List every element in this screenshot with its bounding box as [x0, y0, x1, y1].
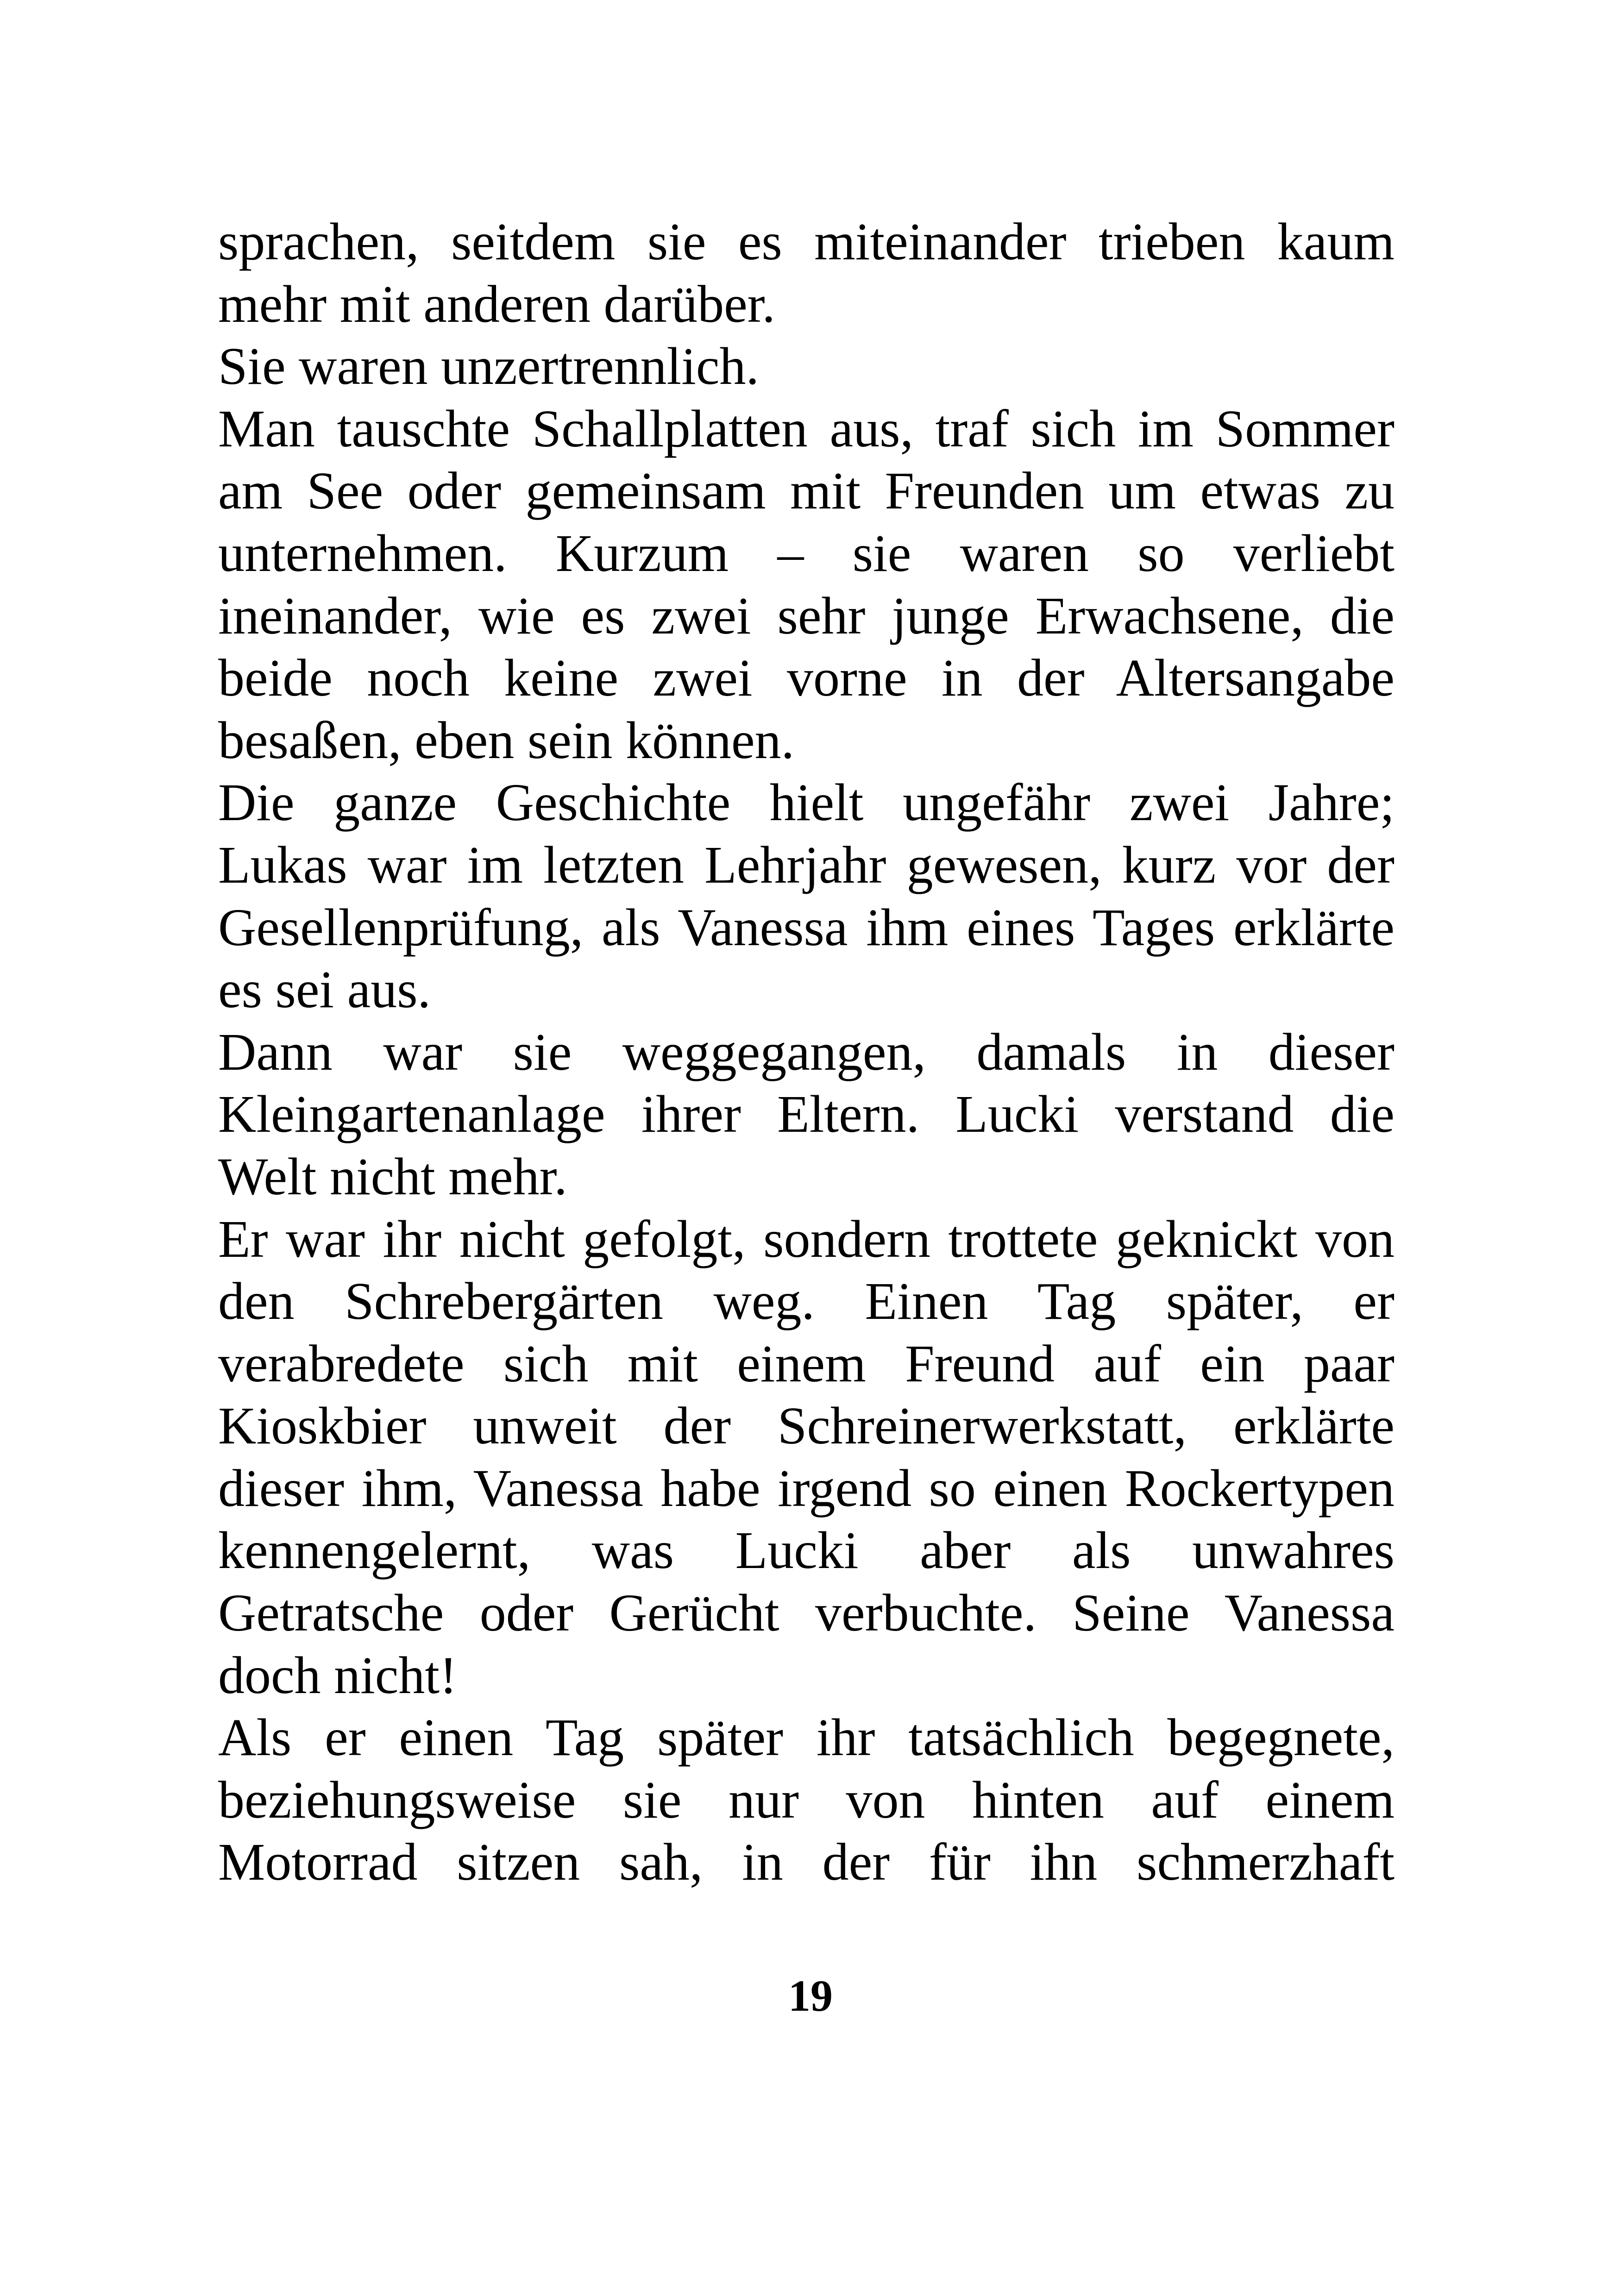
text-line: Motorrad sitzen sah, in der für ihn schmerzhaft [218, 1832, 1395, 1892]
text-line: Kioskbier unweit der Schreinerwerkstatt, erklärte [218, 1396, 1395, 1455]
text-line: Gesellenprüfung, als Vanessa ihm eines Tages erklärte [218, 897, 1395, 957]
text-line: Die ganze Geschichte hielt ungefähr zwei Jahre; [218, 773, 1395, 832]
paragraph [218, 1021, 1395, 1208]
paragraph [218, 1706, 1395, 1894]
text-line: Kleingartenanlage ihrer Eltern. Lucki verstand die [218, 1085, 1395, 1144]
paragraph [218, 335, 1395, 398]
body-text [218, 211, 1395, 1894]
text-line: kennengelernt, was Lucki aber als unwahres [218, 1521, 1395, 1580]
text-line: am See oder gemeinsam mit Freunden um etwas zu [218, 461, 1395, 521]
text-line: Getratsche oder Gerücht verbuchte. Seine Vanessa [218, 1583, 1395, 1643]
paragraph [218, 772, 1395, 1021]
text-line: beziehungsweise sie nur von hinten auf einem [218, 1770, 1395, 1829]
text-line: ineinander, wie es zwei sehr junge Erwachsene, die [218, 586, 1395, 645]
text-line: Als er einen Tag später ihr tatsächlich begegnete, [218, 1708, 1395, 1767]
text-line: Welt nicht mehr. [218, 1147, 567, 1206]
paragraph [218, 1208, 1395, 1707]
text-line: Man tauschte Schallplatten aus, traf sich im Sommer [218, 399, 1395, 458]
text-line: beide noch keine zwei vorne in der Altersangabe [218, 648, 1395, 708]
text-line: mehr mit anderen darüber. [218, 274, 775, 333]
text-line: den Schrebergärten weg. Einen Tag später, er [218, 1272, 1395, 1331]
text-line: unternehmen. Kurzum – sie waren so verliebt [218, 523, 1395, 583]
text-line: Er war ihr nicht gefolgt, sondern trottete geknickt von [218, 1209, 1395, 1268]
text-line: doch nicht! [218, 1645, 458, 1705]
text-line: Sie waren unzertrennlich. [218, 337, 759, 396]
text-line: verabredete sich mit einem Freund auf ein paar [218, 1334, 1395, 1393]
text-line: Dann war sie weggegangen, damals in dieser [218, 1022, 1395, 1081]
text-line: Lukas war im letzten Lehrjahr gewesen, kurz vor der [218, 835, 1395, 894]
paragraph [218, 211, 1395, 335]
text-line: es sei aus. [218, 960, 431, 1019]
text-line: besaßen, eben sein können. [218, 710, 795, 770]
page-number: 19 [788, 1971, 833, 2020]
text-line: sprachen, seitdem sie es miteinander trieben kaum [218, 212, 1395, 271]
text-line: dieser ihm, Vanessa habe irgend so einen Rockertypen [218, 1458, 1395, 1518]
paragraph [218, 398, 1395, 772]
